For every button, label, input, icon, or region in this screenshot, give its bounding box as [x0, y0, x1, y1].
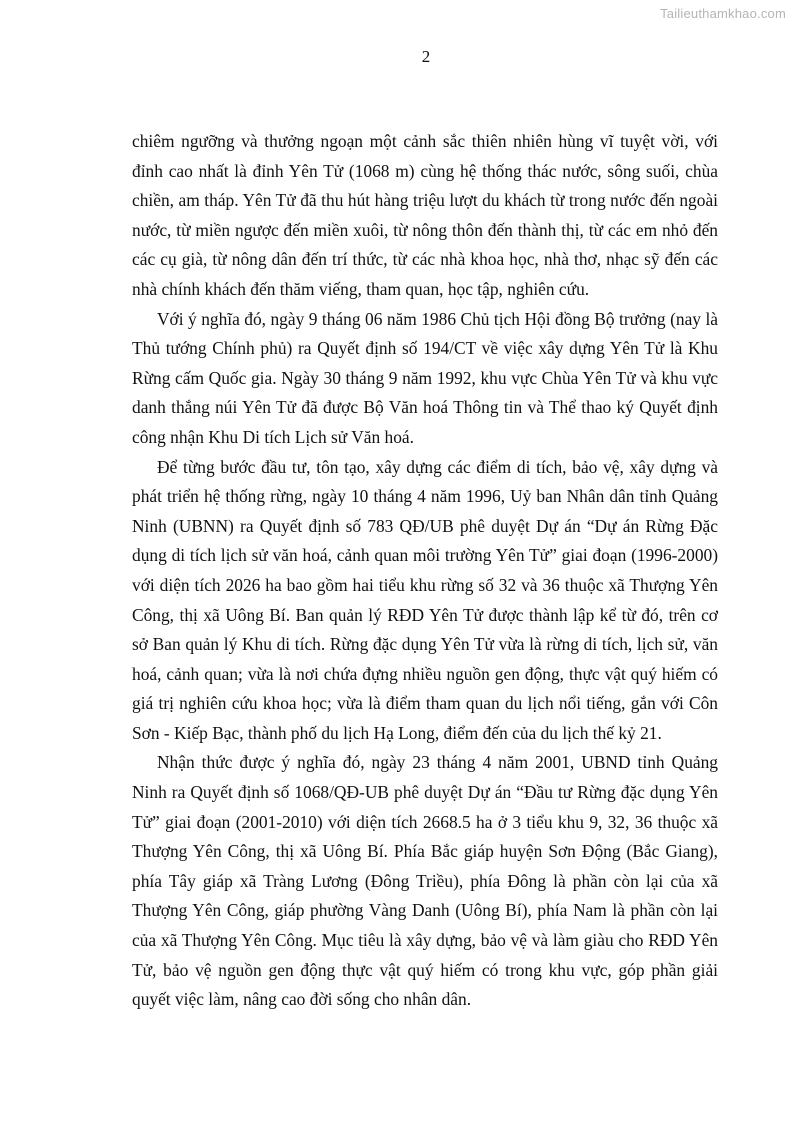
paragraph-3: Để từng bước đầu tư, tôn tạo, xây dựng các điểm di tích, bảo vệ, xây dựng và phát triển hệ thống rừng, ngày 10 tháng 4 năm 1996, Uỷ ban Nhân dân tỉnh Quảng Ninh (UBNN) ra Quyết định số 783 QĐ/UB phê duyệt Dự án “Dự án Rừng Đặc dụng di tích lịch sử văn hoá, cảnh quan môi trường Yên Tử” giai đoạn (1996-2000) với diện tích 2026 ha bao gồm hai tiểu khu rừng số 32 và 36 thuộc xã Thượng Yên Công, thị xã Uông Bí. Ban quản lý RĐD Yên Tử được thành lập kể từ đó, trên cơ sở Ban quản lý Khu di tích. Rừng đặc dụng Yên Tử vừa là rừng di tích, lịch sử, văn hoá, cảnh quan; vừa là nơi chứa đựng nhiều nguồn gen động, thực vật quý hiếm có giá trị nghiên cứu khoa học; vừa là điểm tham quan du lịch nổi tiếng, gắn với Côn Sơn - Kiếp Bạc, thành phố du lịch Hạ Long, điểm đến của du lịch thế kỷ 21. — [132, 456, 718, 743]
watermark-text: Tailieuthamkhao.com — [660, 6, 786, 21]
paragraph-1: chiêm ngưỡng và thưởng ngoạn một cảnh sắc thiên nhiên hùng vĩ tuyệt vời, với đỉnh cao nhất là đỉnh Yên Tử (1068 m) cùng hệ thống thác nước, sông suối, chùa chiền, am tháp. Yên Tử đã thu hút hàng triệu lượt du khách từ trong nước đến ngoài nước, từ miền ngược đến miền xuôi, từ nông thôn đến thành thị, từ các em nhỏ đến các cụ già, từ nông dân đến trí thức, từ các nhà khoa học, nhà thơ, nhạc sỹ đến các nhà chính khách đến thăm viếng, tham quan, học tập, nghiên cứu. — [132, 131, 718, 299]
page-number: 2 — [421, 47, 431, 66]
body-text — [132, 127, 718, 1015]
paragraph-4: Nhận thức được ý nghĩa đó, ngày 23 tháng 4 năm 2001, UBND tỉnh Quảng Ninh ra Quyết định số 1068/QĐ-UB phê duyệt Dự án “Đầu tư Rừng đặc dụng Yên Tử” giai đoạn (2001-2010) với diện tích 2668.5 ha ở 3 tiểu khu 9, 32, 36 thuộc xã Thượng Yên Công, thị xã Uông Bí. Phía Bắc giáp huyện Sơn Động (Bắc Giang), phía Tây giáp xã Tràng Lương (Đông Triều), phía Đông là phần còn lại của xã Thượng Yên Công, giáp phường Vàng Danh (Uông Bí), phía Nam là phần còn lại của xã Thượng Yên Công. Mục tiêu là xây dựng, bảo vệ và làm giàu cho RĐD Yên Tử, bảo vệ nguồn gen động thực vật quý hiếm có trong khu vực, góp phần giải quyết việc làm, nâng cao đời sống cho nhân dân. — [132, 752, 718, 1010]
paragraph-2: Với ý nghĩa đó, ngày 9 tháng 06 năm 1986 Chủ tịch Hội đồng Bộ trưởng (nay là Thủ tướng Chính phủ) ra Quyết định số 194/CT về việc xây dựng Yên Tử là Khu Rừng cấm Quốc gia. Ngày 30 tháng 9 năm 1992, khu vực Chùa Yên Tử và khu vực danh thắng núi Yên Tử đã được Bộ Văn hoá Thông tin và Thể thao ký Quyết định công nhận Khu Di tích Lịch sử Văn hoá. — [132, 308, 718, 447]
